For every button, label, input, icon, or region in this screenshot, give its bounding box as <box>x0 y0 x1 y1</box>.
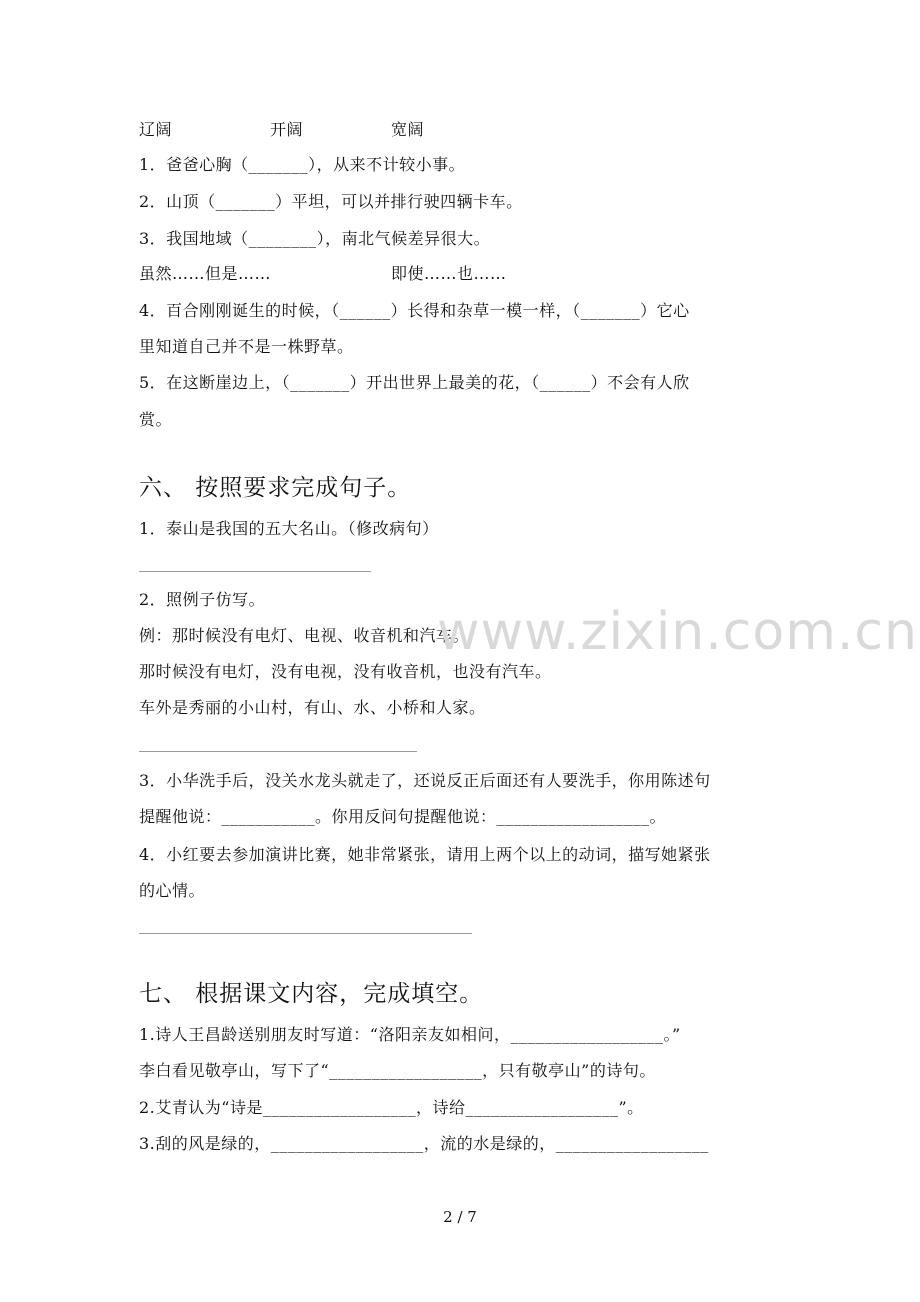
question-line: 里知道自己并不是一株野草。 <box>139 337 354 356</box>
question-line: 的心情。 <box>139 881 206 900</box>
example-line: 例：那时候没有电灯、电视、收音机和汽车。 <box>139 626 470 645</box>
question-line: 车外是秀丽的小山村，有山、水、小桥和人家。 <box>139 698 486 717</box>
word-option: 开阔 <box>270 120 304 139</box>
question-line: 3．我国地域（________），南北气候差异很大。 <box>139 229 491 248</box>
watermark: www.zixin.com.cn <box>437 602 918 662</box>
question-line: 2．山顶（_______）平坦，可以并排行驶四辆卡车。 <box>139 192 523 211</box>
question-line: 赏。 <box>139 410 173 429</box>
section-heading: 七、 根据课文内容，完成填空。 <box>139 981 484 1007</box>
answer-line <box>139 751 417 752</box>
example-line: 那时候没有电灯，没有电视，没有收音机，也没有汽车。 <box>139 662 552 681</box>
question-line: 4．小红要去参加演讲比赛，她非常紧张，请用上两个以上的动词，描写她紧张 <box>139 845 711 864</box>
section-heading: 六、 按照要求完成句子。 <box>139 475 412 501</box>
question-line: 2．照例子仿写。 <box>139 590 266 609</box>
question-line: 3.刮的风是绿的，__________________，流的水是绿的，__________________ <box>139 1134 709 1153</box>
question-line: 1．爸爸心胸（_______），从来不计较小事。 <box>139 155 466 174</box>
question-line: 1．泰山是我国的五大名山。（修改病句） <box>139 519 439 538</box>
question-line: 3．小华洗手后，没关水龙头就走了，还说反正后面还有人要洗手，你用陈述句 <box>139 771 711 790</box>
question-line: 提醒他说：___________。你用反问句提醒他说：__________________。 <box>139 807 667 826</box>
answer-line <box>139 571 371 572</box>
question-line: 2.艾青认为“诗是__________________，诗给__________________”。 <box>139 1098 644 1117</box>
question-line: 李白看见敬亭山，写下了“__________________，只有敬亭山”的诗句。 <box>139 1061 656 1080</box>
question-line: 5．在这断崖边上，（_______）开出世界上最美的花，（______）不会有人欣 <box>139 373 690 392</box>
word-option: 虽然……但是…… <box>139 264 272 283</box>
page-number: 2 / 7 <box>443 1208 477 1226</box>
word-option: 宽阔 <box>391 120 425 139</box>
word-option: 即使……也…… <box>391 264 507 283</box>
question-line: 4．百合刚刚诞生的时候，（______）长得和杂草一模一样，（_______）它心 <box>139 301 690 320</box>
question-line: 1.诗人王昌龄送别朋友时写道：“洛阳亲友如相问，__________________。” <box>139 1025 681 1044</box>
answer-line <box>139 933 472 934</box>
word-option: 辽阔 <box>139 120 173 139</box>
